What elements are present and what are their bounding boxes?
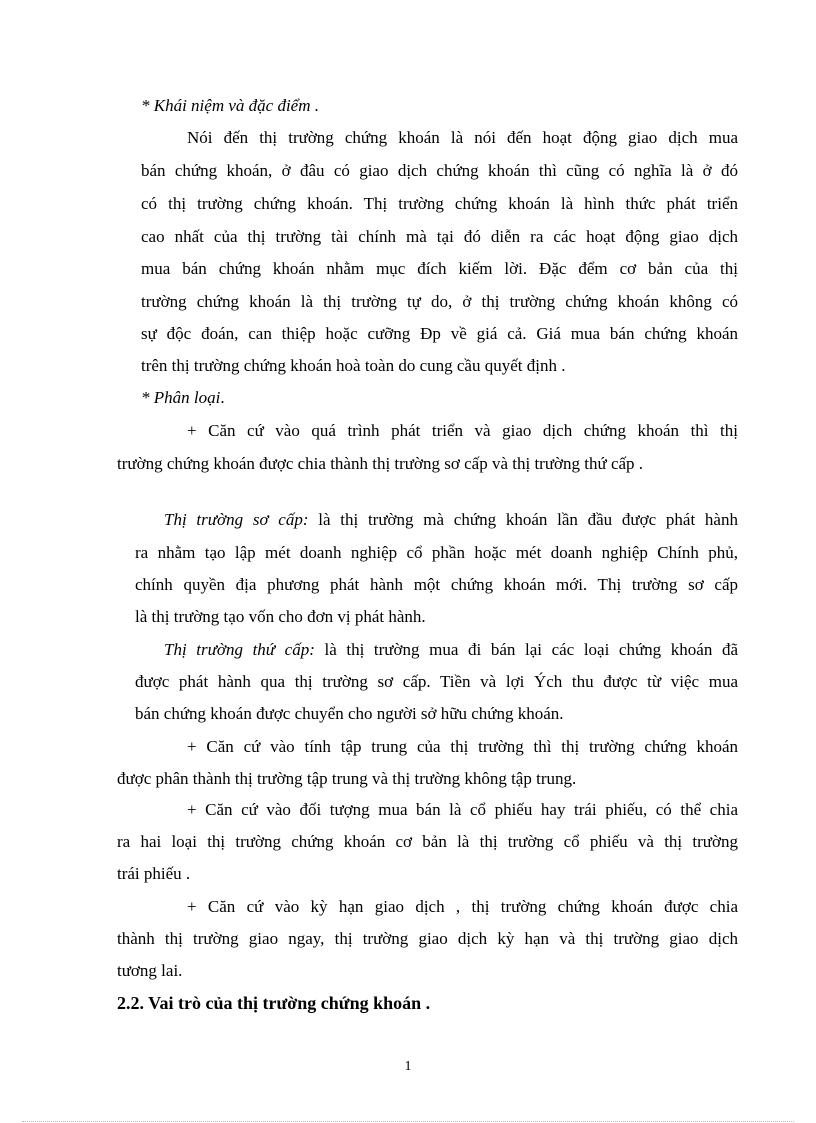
- secondary-market-line: [164, 640, 738, 660]
- paragraph-line: được phân thành thị trường tập trung và thị trường không tập trung.: [117, 769, 577, 788]
- paragraph-line: trường chứng khoán được chia thành thị trường sơ cấp và thị trường thứ cấp .: [117, 454, 644, 473]
- section-heading-2-2: 2.2. Vai trò của thị trường chứng khoán .: [117, 993, 431, 1013]
- paragraph-line: ra nhằm tạo lập mét doanh nghiệp cổ phần hoặc mét doanh nghiệp Chính phủ,: [135, 543, 738, 562]
- secondary-market-term: Thị trường thứ cấp:: [164, 640, 315, 659]
- paragraph-line: trường chứng khoán là thị trường tự do, ở thị trường chứng khoán không có: [141, 292, 738, 311]
- page-number: 1: [404, 1059, 412, 1074]
- subheading-concept: * Khái niệm và đặc điểm .: [141, 96, 319, 115]
- paragraph-line: trên thị trường chứng khoán hoà toàn do cung cầu quyết định .: [141, 356, 566, 375]
- paragraph-line: + Căn cứ vào đối tượng mua bán là cổ phiếu hay trái phiếu, có thể chia: [187, 800, 738, 819]
- paragraph-line: thành thị trường giao ngay, thị trường giao dịch kỳ hạn và thị trường giao dịch: [117, 929, 738, 948]
- paragraph-line: bán chứng khoán được chuyển cho người sở hữu chứng khoán.: [135, 704, 564, 723]
- secondary-market-definition: là thị trường mua đi bán lại các loại chứng khoán đã: [314, 640, 738, 659]
- paragraph-line: sự độc đoán, can thiệp hoặc cưỡng Ðp về giá cả. Giá mua bán chứng khoán: [141, 324, 738, 343]
- paragraph-line: Nói đến thị trường chứng khoán là nói đến hoạt động giao dịch mua: [187, 128, 738, 147]
- paragraph-line: + Căn cứ vào tính tập trung của thị trường thì thị trường chứng khoán: [187, 737, 738, 756]
- paragraph-line: mua bán chứng khoán nhằm mục đích kiếm lời. Đặc đểm cơ bản của thị: [141, 259, 738, 278]
- paragraph-line: cao nhất của thị trường tài chính mà tại đó diễn ra các hoạt động giao dịch: [141, 227, 738, 246]
- paragraph-line: tương lai.: [117, 961, 183, 980]
- paragraph-line: bán chứng khoán, ở đâu có giao dịch chứng khoán thì cũng có nghĩa là ở đó: [141, 161, 738, 180]
- primary-market-line: [164, 510, 738, 530]
- page-bottom-divider: [22, 1121, 794, 1122]
- paragraph-line: + Căn cứ vào quá trình phát triển và giao dịch chứng khoán thì thị: [187, 421, 738, 440]
- paragraph-line: trái phiếu .: [117, 864, 191, 883]
- primary-market-definition: là thị trường mà chứng khoán lần đầu được phát hành: [308, 510, 738, 529]
- subheading-classification: [141, 388, 225, 408]
- paragraph-line: được phát hành qua thị trường sơ cấp. Tiền và lợi Ých thu được từ việc mua: [135, 672, 738, 691]
- paragraph-line: chính quyền địa phương phát hành một chứng khoán mới. Thị trường sơ cấp: [135, 575, 738, 594]
- subheading-classification-dot: .: [220, 388, 225, 407]
- paragraph-line: ra hai loại thị trường chứng khoán cơ bản là thị trường cổ phiếu và thị trường: [117, 832, 738, 851]
- paragraph-line: có thị trường chứng khoán. Thị trường chứng khoán là hình thức phát triển: [141, 194, 738, 213]
- subheading-classification-text: * Phân loại: [141, 388, 221, 407]
- paragraph-line: + Căn cứ vào kỳ hạn giao dịch , thị trường chứng khoán được chia: [187, 897, 738, 916]
- paragraph-line: là thị trường tạo vốn cho đơn vị phát hành.: [135, 607, 426, 626]
- primary-market-term: Thị trường sơ cấp:: [164, 510, 309, 529]
